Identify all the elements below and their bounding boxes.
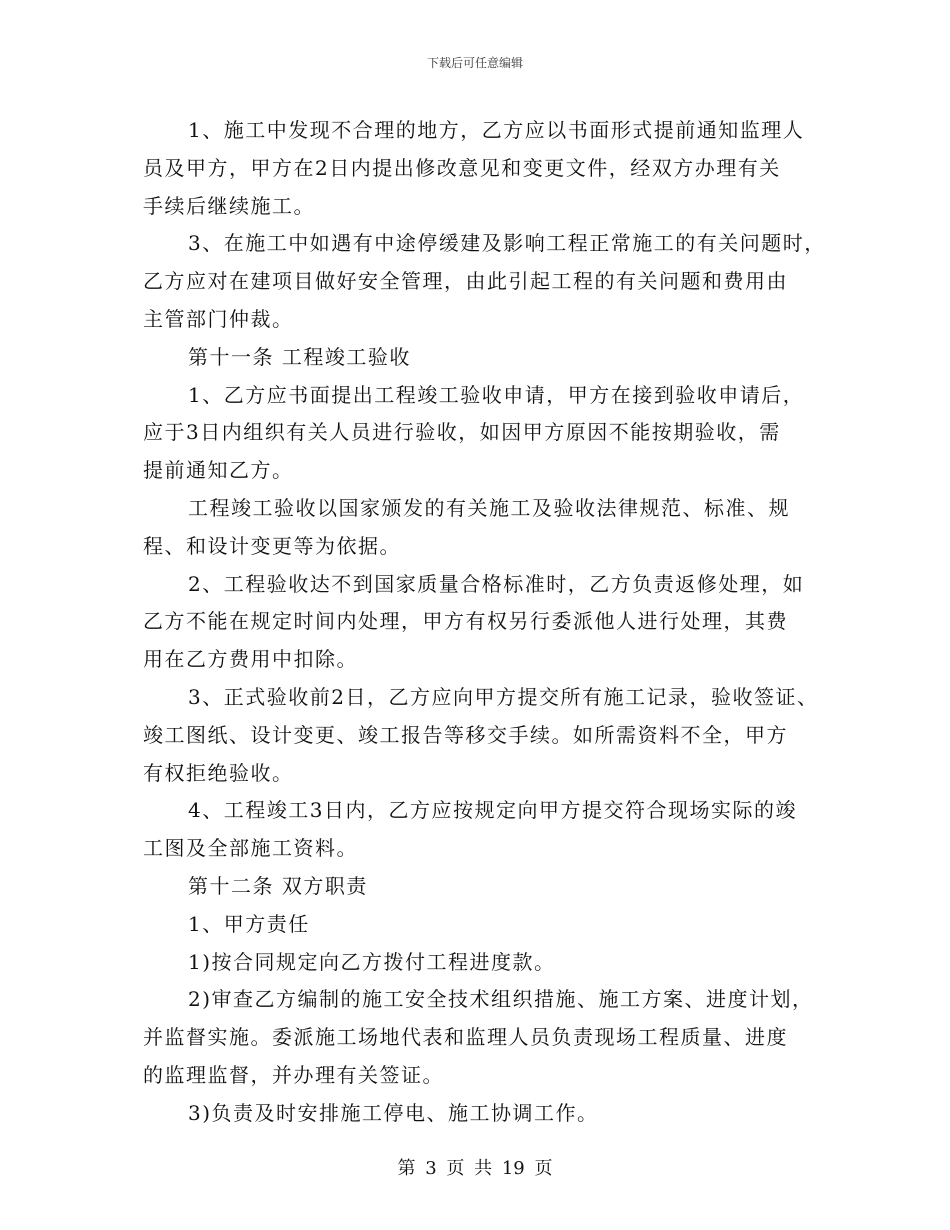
text-line: 员及甲方，甲方在2日内提出修改意见和变更文件，经双方办理有关 [143, 155, 781, 180]
text-line: 1、乙方应书面提出工程竣工验收申请，甲方在接到验收申请后， [188, 382, 805, 407]
text-line: 手续后继续施工。 [143, 193, 315, 218]
section-heading: 第十二条 双方职责 [188, 873, 368, 898]
text-line: 3、在施工中如遇有中途停缓建及影响工程正常施工的有关问题时， [188, 231, 826, 256]
text-line: 的监理监督，并办理有关签证。 [143, 1062, 444, 1087]
text-line: 1、甲方责任 [188, 911, 310, 936]
text-line: 4、工程竣工3日内，乙方应按规定向甲方提交符合现场实际的竣 [188, 798, 797, 823]
page-header: 下载后可任意编辑 [426, 56, 523, 70]
text-line: 提前通知乙方。 [143, 458, 294, 483]
text-line: 3、正式验收前2日，乙方应向甲方提交所有施工记录，验收签证、 [188, 684, 819, 709]
section-heading: 第十一条 工程竣工验收 [188, 344, 411, 369]
text-line: 1、施工中发现不合理的地方，乙方应以书面形式提前通知监理人 [188, 118, 805, 142]
text-line: 主管部门仲裁。 [143, 306, 294, 331]
document-body [143, 112, 826, 1133]
text-line: 程、和设计变更等为依据。 [143, 533, 401, 558]
text-line: 有权拒绝验收。 [143, 760, 294, 785]
page-number: 第 3 页 共 19 页 [397, 1158, 553, 1179]
text-line: 1)按合同规定向乙方拨付工程进度款。 [188, 949, 556, 974]
text-line: 应于3日内组织有关人员进行验收，如因甲方原因不能按期验收，需 [143, 420, 781, 445]
text-line: 2、工程验收达不到国家质量合格标准时，乙方负责返修处理，如 [188, 571, 805, 596]
text-line: 用在乙方费用中扣除。 [143, 647, 358, 672]
text-line: 竣工图纸、设计变更、竣工报告等移交手续。如所需资料不全，甲方 [143, 722, 788, 747]
text-line: 乙方应对在建项目做好安全管理，由此引起工程的有关问题和费用由 [143, 269, 788, 294]
text-line: 3)负责及时安排施工停电、施工协调工作。 [188, 1100, 599, 1125]
text-line: 乙方不能在规定时间内处理，甲方有权另行委派他人进行处理，其费 [143, 609, 788, 634]
text-line: 工程竣工验收以国家颁发的有关施工及验收法律规范、标准、规 [188, 495, 790, 520]
text-line: 并监督实施。委派施工场地代表和监理人员负责现场工程质量、进度 [143, 1025, 788, 1050]
text-line: 工图及全部施工资料。 [143, 836, 358, 861]
text-line: 2)审查乙方编制的施工安全技术组织措施、施工方案、进度计划， [188, 987, 814, 1012]
